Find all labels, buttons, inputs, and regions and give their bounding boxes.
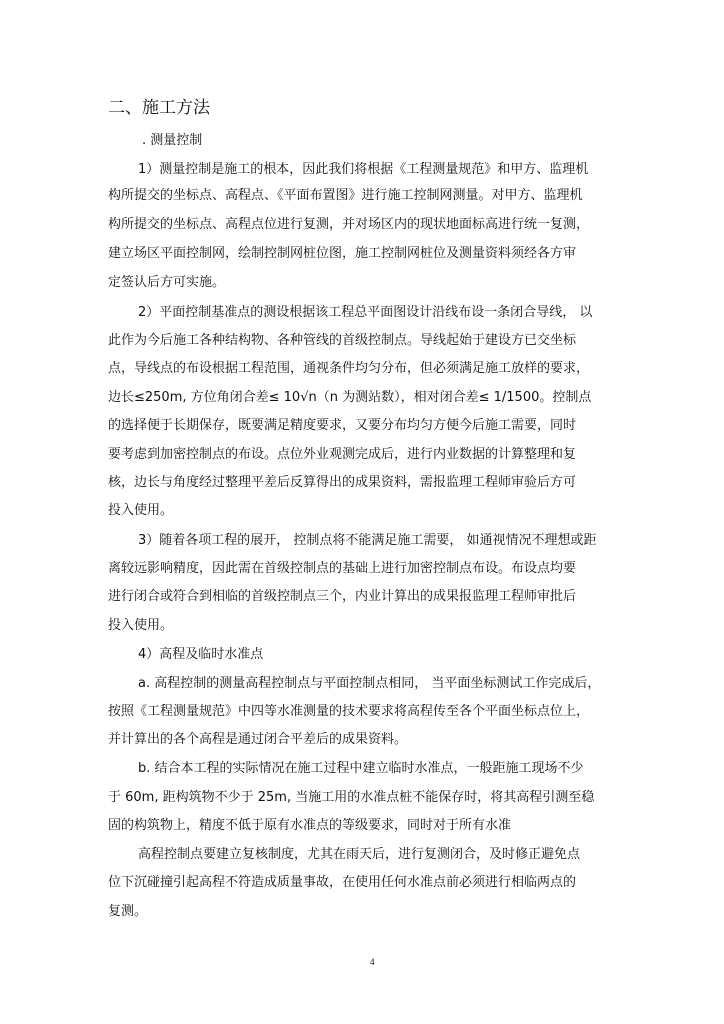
body-line: 边长≤250m, 方位角闭合差≤ 10√n（n 为测站数），相对闭合差≤ 1/1500。控制点 — [108, 390, 592, 405]
section-heading: 二、施工方法 — [108, 98, 210, 118]
body-line: 点，导线点的布设根据工程范围，通视条件均匀分布，但必须满足施工放样的要求， — [108, 361, 590, 376]
body-line: 建立场区平面控制网，绘制控制网桩位图，施工控制网桩位及测量资料须经各方审 — [108, 246, 577, 261]
body-line: 按照《工程测量规范》中四等水准测量的技术要求将高程传至各个平面坐标点位上， — [108, 704, 590, 719]
body-line: 4）高程及临时水准点 — [138, 647, 264, 662]
body-line: 并计算出的各个高程是通过闭合平差后的成果资料。 — [108, 732, 408, 747]
body-line: 投入使用。 — [108, 503, 174, 518]
body-line: 位下沉碰撞引起高程不符造成质量事故，在使用任何水准点前必须进行相临两点的 — [108, 875, 577, 890]
body-line: 的选择便于长期保存，既要满足精度要求，又要分布均匀方便今后施工需要，同时 — [108, 418, 577, 433]
body-line: 定签认后方可实施。 — [108, 275, 226, 290]
body-line: 3）随着各项工程的展开， 控制点将不能满足施工需要， 如通视情况不理想或距 — [138, 533, 597, 548]
body-line: 进行闭合或符合到相临的首级控制点三个，内业计算出的成果报监理工程师审批后 — [108, 589, 577, 604]
body-line: b. 结合本工程的实际情况在施工过程中建立临时水准点，一般距施工现场不少 — [138, 761, 584, 776]
body-line: 构所提交的坐标点、高程点、《平面布置图》进行施工控制网测量。对甲方、监理机 — [108, 188, 583, 203]
body-line: 2）平面控制基准点的测设根据该工程总平面图设计沿线布设一条闭合导线， 以 — [138, 305, 593, 320]
body-line: 固的构筑物上，精度不低于原有水准点的等级要求，同时对于所有水准 — [108, 818, 512, 833]
body-line: 1）测量控制是施工的根本，因此我们将根据《工程测量规范》和甲方、监理机 — [138, 162, 589, 177]
body-line: 离较远影响精度，因此需在首级控制点的基础上进行加密控制点布设。布设点均要 — [108, 561, 577, 576]
page-number: 4 — [370, 957, 375, 967]
body-line: 于 60m, 距构筑物不少于 25m, 当施工用的水准点桩不能保存时，将其高程引测至稳 — [108, 790, 595, 805]
body-line: 要考虑到加密控制点的布设。点位外业观测完成后，进行内业数据的计算整理和复 — [108, 447, 577, 462]
body-line: 构所提交的坐标点、高程点位进行复测，并对场区内的现状地面标高进行统一复测， — [108, 217, 590, 232]
body-line: 核，边长与角度经过整理平差后反算得出的成果资料，需报监理工程师审验后方可 — [108, 475, 577, 490]
body-line: a. 高程控制的测量高程控制点与平面控制点相同， 当平面坐标测试工作完成后， — [138, 676, 601, 691]
subheading: . 测量控制 — [142, 133, 203, 148]
body-line: 此作为今后施工各种结构物、各种管线的首级控制点。导线起始于建设方已交坐标 — [108, 333, 577, 348]
body-line: 投入使用。 — [108, 618, 174, 633]
body-line: 高程控制点要建立复核制度，尤其在雨天后，进行复测闭合，及时修正避免点 — [138, 847, 581, 862]
body-line: 复测。 — [108, 904, 148, 919]
